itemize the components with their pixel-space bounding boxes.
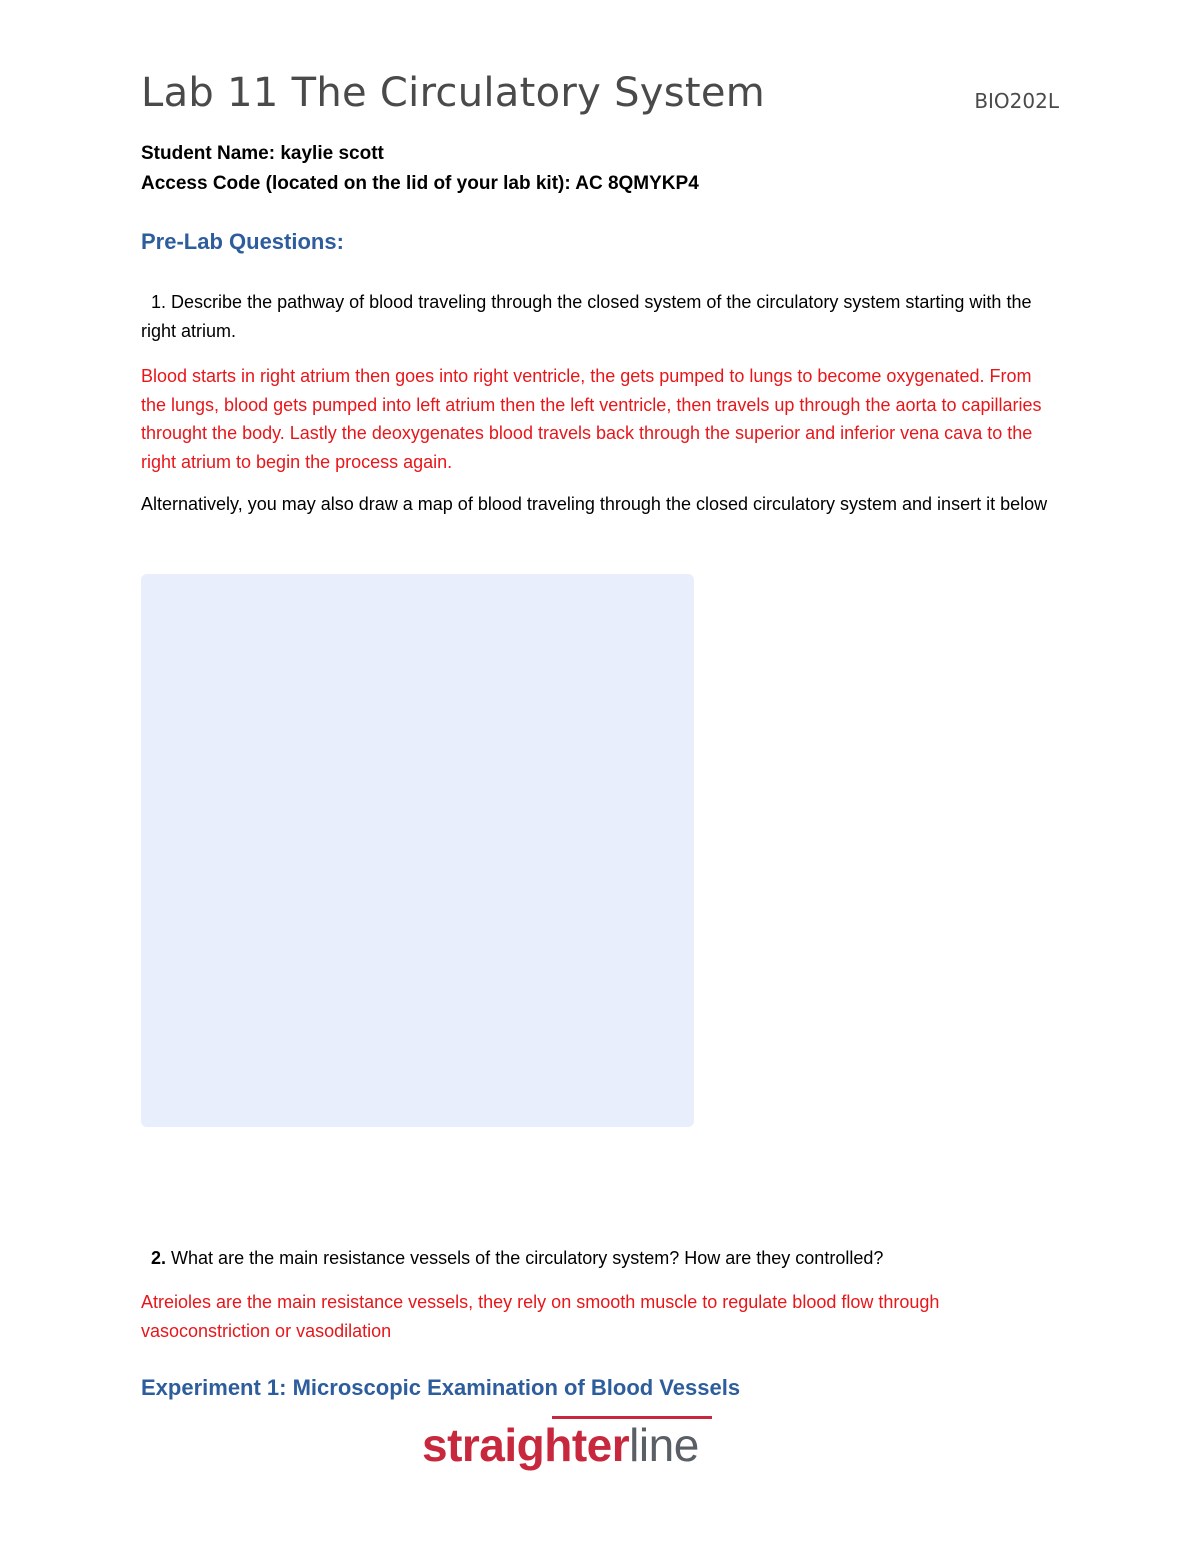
logo-part-line: line [629, 1419, 699, 1471]
logo-part-straighter: straighter [422, 1419, 630, 1471]
course-code: BIO202L [974, 89, 1059, 113]
logo-wordmark [422, 1418, 699, 1472]
answer-1: Blood starts in right atrium then goes into right ventricle, the gets pumped to lungs to become oxygenated. From the lungs, blood gets pumped into left atrium then the left ventricle, then travels up through the aorta to capillaries throught the body. Lastly the deoxygenates blood travels back through the superior and inferior vena cava to the right atrium to begin the process again. [141, 366, 1042, 472]
drawing-placeholder [141, 574, 694, 1127]
alternative-instruction: Alternatively, you may also draw a map of blood traveling through the closed circulatory system and insert it below [141, 494, 1048, 514]
question-2 [141, 1244, 1061, 1273]
answer-2: Atreioles are the main resistance vessels, they rely on smooth muscle to regulate blood flow through vasoconstriction or vasodilation [141, 1292, 940, 1341]
question-2-text: What are the main resistance vessels of the circulatory system? How are they controlled? [171, 1248, 884, 1268]
prelab-heading: Pre-Lab Questions: [141, 229, 344, 254]
access-code: Access Code (located on the lid of your lab kit): AC 8QMYKP4 [141, 173, 699, 194]
question-1-number: 1. [151, 292, 167, 312]
question-1 [141, 288, 1061, 345]
question-2-number: 2. [151, 1248, 167, 1268]
experiment-1-heading: Experiment 1: Microscopic Examination of Blood Vessels [141, 1375, 741, 1400]
question-1-text: Describe the pathway of blood traveling through the closed system of the circulatory system starting with the right atrium. [141, 292, 1032, 341]
page-title: Lab 11 The Circulatory System [141, 70, 766, 116]
student-name: Student Name: kaylie scott [141, 143, 384, 164]
straighterline-logo [422, 1414, 782, 1484]
